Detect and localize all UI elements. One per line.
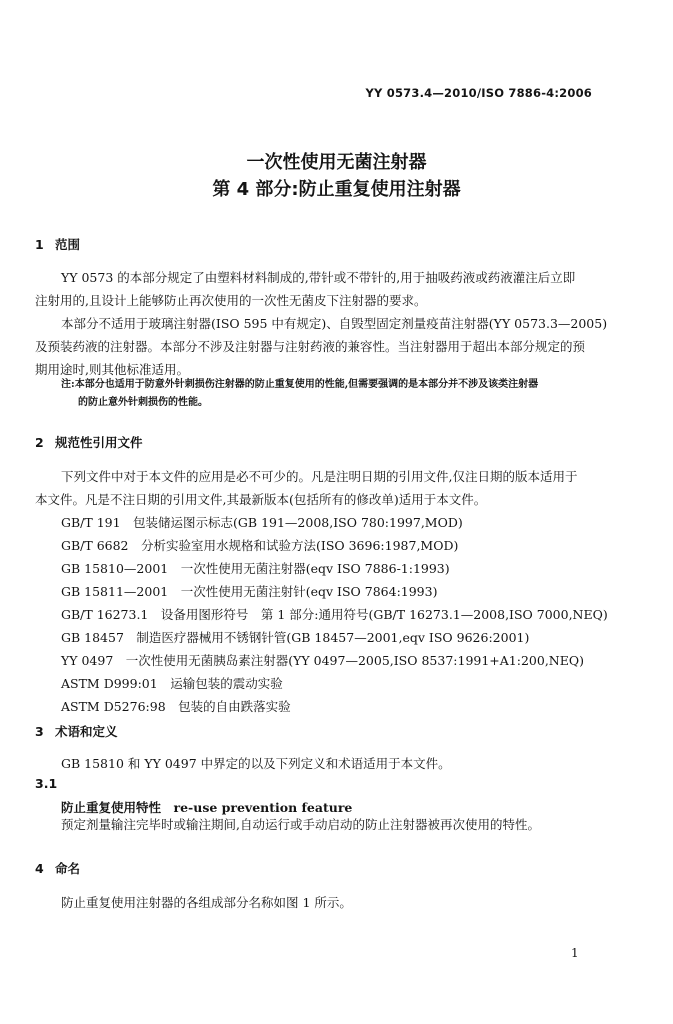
section-title: 范围 <box>55 237 81 252</box>
note-line: 注:本部分也适用于防意外针刺损伤注射器的防止重复使用的性能,但需要强调的是本部分并不涉及该类注射器 <box>61 379 539 390</box>
section-3-heading <box>35 722 118 740</box>
section-title: 术语和定义 <box>55 724 118 739</box>
reference-item: GB/T 16273.1 设备用图形符号 第 1 部分:通用符号(GB/T 16273.1—2008,ISO 7000,NEQ) <box>61 607 608 622</box>
section-number: 3 <box>35 724 44 739</box>
reference-item: GB 18457 制造医疗器械用不锈钢针管(GB 18457—2001,eqv ISO 9626:2001) <box>61 630 530 645</box>
section-number: 2 <box>35 435 44 450</box>
section-title: 命名 <box>55 861 81 876</box>
document-title: 一次性使用无菌注射器 <box>246 152 427 173</box>
reference-item: GB 15811—2001 一次性使用无菌注射针(eqv ISO 7864:1993) <box>61 584 438 599</box>
reference-item: YY 0497 一次性使用无菌胰岛素注射器(YY 0497—2005,ISO 8537:1991+A1:200,NEQ) <box>61 653 584 668</box>
paragraph-line: 及预装药液的注射器。本部分不涉及注射器与注射药液的兼容性。当注射器用于超出本部分规定的预 <box>35 339 586 354</box>
paragraph-line: YY 0573 的本部分规定了由塑料材料制成的,带针或不带针的,用于抽吸药液或药液灌注后立即 <box>61 270 576 285</box>
reference-item: GB 15810—2001 一次性使用无菌注射器(eqv ISO 7886-1:1993) <box>61 561 450 576</box>
page-number: 1 <box>571 946 579 960</box>
paragraph-line: GB 15810 和 YY 0497 中界定的以及下列定义和术语适用于本文件。 <box>61 756 451 771</box>
section-1-heading <box>35 235 80 253</box>
paragraph-line: 下列文件中对于本文件的应用是必不可少的。凡是注明日期的引用文件,仅注日期的版本适用于 <box>61 469 578 484</box>
subsection-number: 3.1 <box>35 776 58 791</box>
paragraph-line: 本文件。凡是不注日期的引用文件,其最新版本(包括所有的修改单)适用于本文件。 <box>35 492 487 507</box>
paragraph-line: 防止重复使用注射器的各组成部分名称如图 1 所示。 <box>61 895 352 910</box>
reference-item: ASTM D999:01 运输包装的震动实验 <box>61 676 283 691</box>
standard-number-header: YY 0573.4—2010/ISO 7886-4:2006 <box>365 86 592 100</box>
section-number: 4 <box>35 861 44 876</box>
note-line: 的防止意外针刺损伤的性能。 <box>78 397 208 408</box>
reference-item: GB/T 191 包装储运图示标志(GB 191—2008,ISO 780:1997,MOD) <box>61 515 463 530</box>
paragraph-line: 注射用的,且设计上能够防止再次使用的一次性无菌皮下注射器的要求。 <box>35 293 427 308</box>
paragraph-line: 本部分不适用于玻璃注射器(ISO 595 中有规定)、自毁型固定剂量疫苗注射器(YY 0573.3—2005) <box>61 316 608 331</box>
section-2-heading <box>35 433 143 451</box>
section-title: 规范性引用文件 <box>55 435 143 450</box>
reference-item: ASTM D5276:98 包装的自由跌落实验 <box>61 699 291 714</box>
section-number: 1 <box>35 237 44 252</box>
term-definition: 预定剂量输注完毕时或输注期间,自动运行或手动启动的防止注射器被再次使用的特性。 <box>61 817 540 832</box>
term-heading: 防止重复使用特性 re-use prevention feature <box>61 800 353 815</box>
paragraph-line: 期用途时,则其他标准适用。 <box>35 362 189 377</box>
reference-item: GB/T 6682 分析实验室用水规格和试验方法(ISO 3696:1987,MOD) <box>61 538 459 553</box>
document-subtitle: 第 4 部分:防止重复使用注射器 <box>212 179 461 200</box>
section-4-heading <box>35 859 80 877</box>
